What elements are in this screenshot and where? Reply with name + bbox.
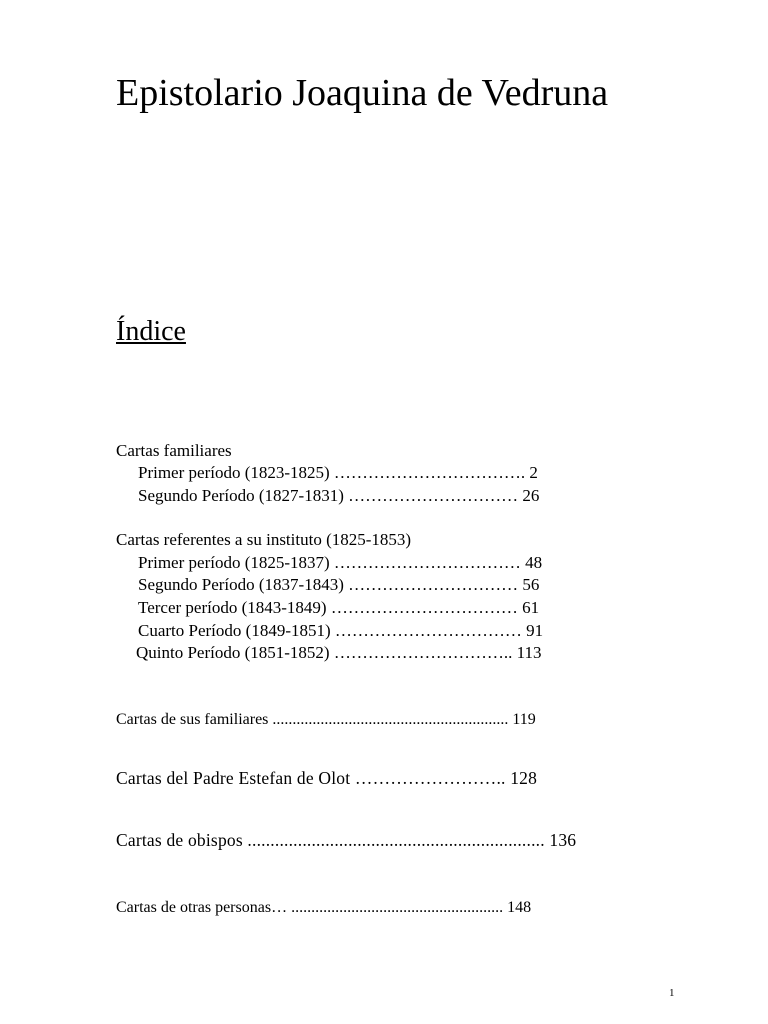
toc-entry: Primer período (1823-1825) ……………………………. 2 (138, 463, 538, 482)
document-title: Epistolario Joaquina de Vedruna (116, 72, 609, 114)
toc-entry-cartas-de-obispos: Cartas de obispos ................................................................. 136 (116, 830, 577, 850)
toc-entry-cartas-padre-estefan: Cartas del Padre Estefan de Olot …………………….. 128 (116, 768, 538, 788)
section-heading-cartas-familiares: Cartas familiares (116, 441, 232, 460)
toc-entry: Quinto Período (1851-1852) ………………………….. 113 (136, 643, 542, 662)
toc-entry: Segundo Período (1837-1843) ………………………… 56 (138, 575, 540, 594)
toc-entry: Tercer período (1843-1849) …………………………… 61 (138, 598, 540, 617)
section-heading-cartas-instituto: Cartas referentes a su instituto (1825-1853) (116, 530, 412, 549)
page-number: 1 (669, 987, 675, 999)
toc-entry: Segundo Período (1827-1831) ………………………… 26 (138, 486, 540, 505)
toc-entry: Primer período (1825-1837) …………………………… 48 (138, 553, 543, 572)
toc-entry-cartas-de-sus-familiares: Cartas de sus familiares ........................................................... 119 (116, 711, 536, 728)
index-heading: Índice (116, 316, 186, 347)
toc-entry: Cuarto Período (1849-1851) …………………………… 91 (138, 621, 544, 640)
toc-entry-cartas-de-otras-personas: Cartas de otras personas… ..................................................... 148 (116, 899, 532, 916)
